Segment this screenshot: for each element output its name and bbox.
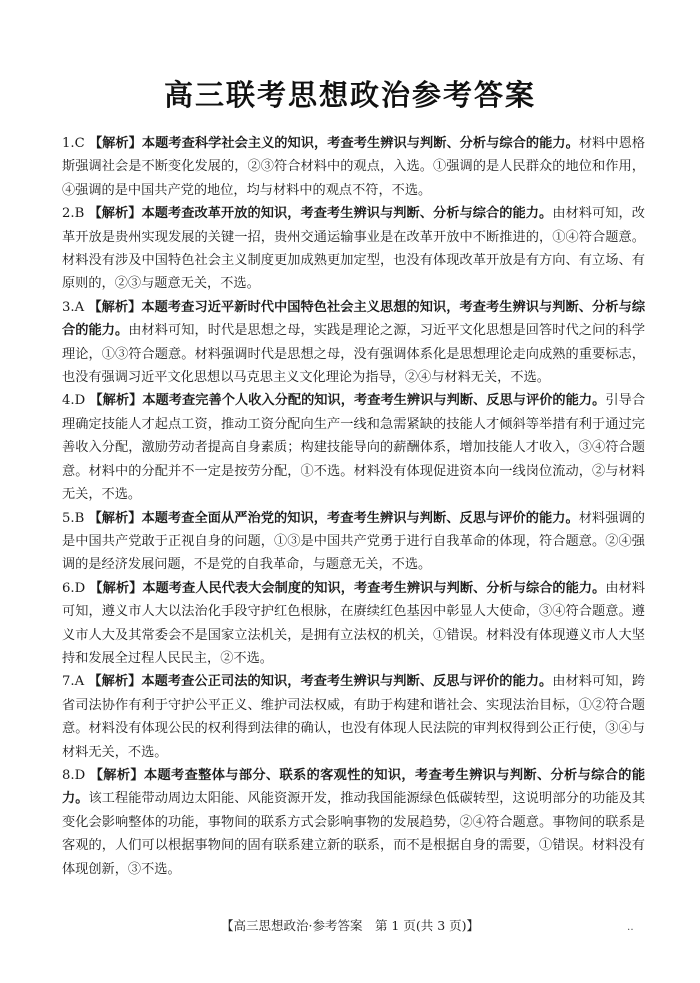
answer-text: 材料强调的是中国共产党敢于正视自身的问题，①③是中国共产党勇于进行自我革命的体现，符合题意。②④强调的是经济发展问题，不是党的自我革命，与题意无关，不选。 bbox=[62, 510, 645, 573]
answer-number: 4. bbox=[62, 393, 75, 409]
answer-choice: B bbox=[74, 206, 85, 222]
answer-text: 由材料可知，改革开放是贵州实现发展的关键一招，贵州交通运输事业是在改革开放中不断推进的，①④符合题意。材料没有涉及中国特色社会主义制度更加成熟更加定型，也没有体现改革开放是有方向、有立场、有原则的，②③与题意无关，不选。 bbox=[62, 206, 645, 292]
analysis-tag: 【解析】 bbox=[89, 767, 144, 783]
answer-choice: C bbox=[74, 136, 85, 151]
analysis-tag: 【解析】 bbox=[88, 510, 142, 526]
analysis-tag: 【解析】 bbox=[88, 136, 142, 151]
answer-number: 1. bbox=[62, 136, 75, 151]
answer-focus: 本题考查整体与部分、联系的客观性的知识，考查考生辨识与判断、分析与综合的能力。 bbox=[62, 767, 646, 807]
answer-choice: B bbox=[74, 510, 85, 526]
answer-item-6 bbox=[62, 577, 645, 671]
analysis-tag: 【解析】 bbox=[89, 580, 143, 596]
answer-number: 7. bbox=[62, 674, 75, 690]
answer-item-4 bbox=[62, 389, 645, 506]
corner-mark: ‥ bbox=[627, 922, 634, 933]
answer-choice: A bbox=[74, 299, 85, 315]
analysis-tag: 【解析】 bbox=[88, 674, 142, 690]
analysis-tag: 【解析】 bbox=[88, 206, 142, 222]
answer-number: 5. bbox=[62, 510, 75, 526]
answer-text: 引导合理确定技能人才起点工资，推动工资分配向生产一线和急需紧缺的技能人才倾斜等举措有利于通过完善收入分配，激励劳动者提高自身素质；构建技能导向的薪酬体系，增加技能人才收入，③④符合题意。材料中的分配并不一定是按劳分配，①不选。材料没有体现促进资本向一线岗位流动，②与材料无关，不选。 bbox=[62, 393, 646, 503]
answer-choice: A bbox=[74, 674, 85, 690]
answer-item-8 bbox=[62, 764, 645, 881]
analysis-tag: 【解析】 bbox=[88, 299, 142, 315]
analysis-tag: 【解析】 bbox=[89, 393, 143, 409]
answer-text: 由材料可知，跨省司法协作有利于守护公平正义、维护司法权威，有助于构建和谐社会、实现法治目标，①②符合题意。材料没有体现公民的权利得到法律的确认，也没有体现人民法院的审判权得到公正行使，③④与材料无关，不选。 bbox=[62, 674, 646, 760]
answer-number: 8. bbox=[62, 767, 75, 783]
answer-item-3 bbox=[62, 296, 645, 390]
answer-focus: 本题考查公正司法的知识，考查考生辨识与判断、反思与评价的能力。 bbox=[141, 674, 553, 690]
answer-number: 3. bbox=[62, 299, 75, 315]
answer-focus: 本题考查全面从严治党的知识，考查考生辨识与判断、反思与评价的能力。 bbox=[141, 510, 579, 526]
answer-choice: D bbox=[74, 580, 86, 596]
answer-text: 该工程能带动周边太阳能、风能资源开发，推动我国能源绿色低碳转型，这说明部分的功能及其变化会影响整体的功能，事物间的联系方式会影响事物的发展趋势，②④符合题意。事物间的联系是客观的，人们可以根据事物间的固有联系建立新的联系，而不是根据自身的需要，①错误。材料没有体现创新，③不选。 bbox=[62, 791, 646, 877]
answer-item-1 bbox=[62, 132, 645, 202]
answer-focus: 本题考查完善个人收入分配的知识，考查考生辨识与判断、反思与评价的能力。 bbox=[142, 393, 606, 409]
page-footer: 【高三思想政治·参考答案 第 1 页(共 3 页)】 bbox=[220, 918, 480, 933]
answer-choice: D bbox=[74, 767, 86, 783]
answer-text: 材料中恩格斯强调社会是不断变化发展的，②③符合材料中的观点，入选。①强调的是人民群众的地位和作用，④强调的是中国共产党的地位，均与材料中的观点不符，不选。 bbox=[62, 136, 646, 198]
answer-list bbox=[62, 132, 645, 881]
answer-focus: 本题考查科学社会主义的知识，考查考生辨识与判断、分析与综合的能力。 bbox=[141, 136, 579, 151]
answer-number: 2. bbox=[62, 206, 75, 222]
answer-focus: 本题考查习近平新时代中国特色社会主义思想的知识，考查考生辨识与判断、分析与综合的能力。 bbox=[62, 299, 646, 339]
answer-text: 由材料可知，遵义市人大以法治化手段守护红色根脉，在赓续红色基因中彰显人大使命，③④符合题意。遵义市人大及其常委会不是国家立法机关，是拥有立法权的机关，①错误。材料没有体现遵义市人大坚持和发展全过程人民民主，②不选。 bbox=[62, 580, 646, 666]
answer-focus: 本题考查改革开放的知识，考查考生辨识与判断、分析与综合的能力。 bbox=[141, 206, 553, 222]
page-title: 高三联考思想政治参考答案 bbox=[163, 78, 536, 112]
answer-choice: D bbox=[74, 393, 86, 409]
answer-text: 由材料可知，时代是思想之母，实践是理论之源，习近平文化思想是回答时代之问的科学理论，①③符合题意。材料强调时代是思想之母，没有强调体系化是思想理论走向成熟的重要标志，也没有强调习近平文化思想以马克思主义文化理论为指导，②④与材料无关，不选。 bbox=[62, 323, 646, 386]
answer-item-5 bbox=[62, 507, 645, 577]
answer-item-7 bbox=[62, 670, 645, 764]
answer-focus: 本题考查人民代表大会制度的知识，考查考生辨识与判断、分析与综合的能力。 bbox=[142, 580, 606, 596]
answer-number: 6. bbox=[62, 580, 75, 596]
answer-item-2 bbox=[62, 202, 645, 296]
